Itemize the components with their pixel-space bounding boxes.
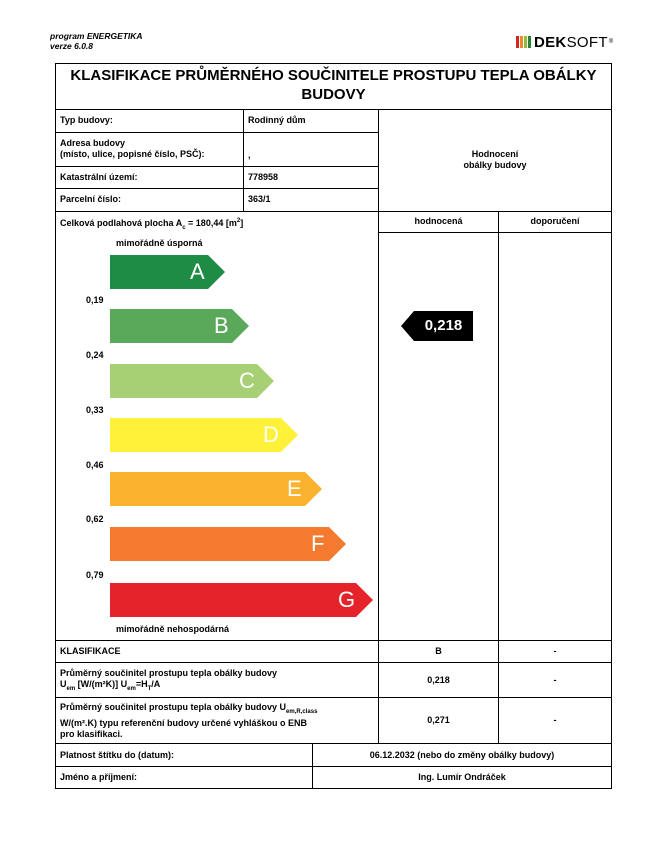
uem-value: 0,218 [427, 675, 450, 685]
parcel-value: 363/1 [248, 194, 271, 204]
pointer-arrow-icon [401, 311, 414, 341]
divider [56, 743, 611, 744]
address-label-line-2: (místo, ulice, popisné číslo, PSČ): [60, 149, 205, 159]
address-label-line-1: Adresa budovy [60, 138, 126, 148]
page-title [56, 66, 611, 104]
address-label [60, 138, 205, 160]
rating-header [379, 149, 611, 171]
reference-text: Průměrný součinitel prostupu tepla obálky budovy U [60, 702, 287, 712]
deksoft-logo [516, 34, 613, 50]
divider [56, 109, 611, 110]
title-line-2: BUDOVY [301, 86, 366, 103]
floor-area-sup: 2 [236, 218, 241, 224]
program-version: verze 6.0.8 [50, 41, 94, 51]
reference-label-line-1 [60, 702, 317, 718]
column-rated: hodnocená [414, 216, 463, 226]
energy-class-bar-d [110, 418, 298, 452]
program-name: program ENERGETIKA [50, 31, 143, 41]
uem-formula: =H [135, 679, 148, 689]
reference-label [60, 702, 317, 740]
reference-value: 0,271 [427, 715, 450, 725]
building-type-value: Rodinný dům [248, 115, 306, 125]
energy-class-letter: F [311, 531, 325, 556]
bar-body [110, 527, 329, 561]
logo-registered: ® [608, 39, 614, 45]
threshold-value: 0,33 [86, 405, 104, 415]
threshold-value: 0,46 [86, 460, 104, 470]
scale-top-label: mimořádně úsporná [116, 238, 203, 248]
divider [243, 109, 244, 211]
divider [56, 640, 611, 641]
program-info [50, 31, 143, 51]
divider [56, 766, 611, 767]
uem-recommended: - [553, 675, 557, 685]
logo-bar [524, 36, 527, 48]
reference-label-line-2: W/(m².K) typu referenční budovy určené vyhláškou o ENB [60, 717, 308, 728]
uem-sub: em [66, 685, 76, 692]
classification-value: B [435, 646, 442, 656]
parcel-label: Parcelní číslo: [60, 194, 122, 204]
bar-arrow-icon [281, 418, 298, 452]
cadastral-value: 778958 [248, 172, 279, 182]
bar-arrow-icon [356, 583, 373, 617]
energy-class-letter: E [287, 476, 302, 501]
bar-body [110, 583, 356, 617]
threshold-value: 0,24 [86, 350, 104, 360]
validity-label: Platnost štítku do (datum): [60, 750, 174, 760]
reference-label-line-3: pro klasifikaci. [60, 728, 123, 739]
divider [498, 211, 499, 743]
divider [56, 166, 378, 167]
divider [56, 697, 611, 698]
classification-recommended: - [553, 646, 557, 656]
divider [378, 232, 611, 233]
uem-sub-2: em [127, 685, 136, 692]
bar-body [110, 364, 257, 398]
logo-bar [516, 36, 519, 48]
logo-bars-icon [516, 36, 531, 48]
logo-text-soft: SOFT [566, 33, 608, 51]
divider [56, 662, 611, 663]
title-line-1: KLASIFIKACE PRŮMĚRNÉHO SOUČINITELE PROSTUPU TEPLA OBÁLKY [70, 67, 597, 84]
uem-symbol: U [60, 679, 67, 689]
bar-arrow-icon [329, 527, 346, 561]
logo-bar [528, 36, 531, 48]
rating-header-line-1: Hodnocení [471, 149, 519, 159]
uem-unit: [W/(m²K)] U [75, 679, 128, 689]
energy-class-letter: C [239, 368, 255, 393]
energy-class-letter: B [214, 313, 229, 338]
threshold-value: 0,62 [86, 514, 104, 524]
bar-arrow-icon [232, 309, 249, 343]
uem-formula-end: /A [151, 679, 161, 689]
uem-label-line-1: Průměrný součinitel prostupu tepla obálky budovy [60, 668, 278, 678]
building-type-label: Typ budovy: [60, 115, 113, 125]
divider [56, 211, 611, 212]
scale-bottom-label: mimořádně nehospodárná [116, 624, 230, 634]
energy-class-letter: A [190, 259, 205, 284]
reference-recommended: - [553, 715, 557, 725]
bar-arrow-icon [257, 364, 274, 398]
bar-body [110, 418, 281, 452]
uem-label [60, 668, 277, 695]
address-value: , [248, 150, 251, 160]
rating-header-line-2: obálky budovy [463, 160, 527, 170]
threshold-value: 0,79 [86, 570, 104, 580]
cadastral-label: Katastrální území: [60, 172, 138, 182]
logo-bar [520, 36, 523, 48]
logo-text-dek: DEK [534, 33, 567, 51]
energy-class-bar-a [110, 255, 225, 289]
energy-class-letter: G [338, 587, 356, 612]
author-label: Jméno a příjmení: [60, 772, 138, 782]
energy-class-bar-e [110, 472, 322, 506]
rated-value: 0,218 [414, 311, 473, 341]
uem-label-line-2 [60, 679, 277, 695]
validity-value: 06.12.2032 (nebo do změny obálky budovy) [369, 750, 555, 760]
classification-label: KLASIFIKACE [60, 646, 121, 656]
threshold-value: 0,19 [86, 295, 104, 305]
energy-class-bar-c [110, 364, 274, 398]
energy-class-bar-g [110, 583, 373, 617]
reference-sub: em,R,class [286, 708, 318, 715]
bar-arrow-icon [208, 255, 225, 289]
floor-area-label: Celková podlahová plocha A [60, 218, 183, 228]
energy-class-letter: D [263, 422, 279, 447]
floor-area-sub: c [182, 224, 186, 231]
bar-arrow-icon [305, 472, 322, 506]
bar-body [110, 472, 305, 506]
uem-sub-3: T [147, 685, 152, 692]
floor-area [60, 216, 243, 234]
column-recommended: doporučení [530, 216, 580, 226]
author-value: Ing. Lumír Ondráček [418, 772, 506, 782]
floor-area-end: ] [240, 218, 244, 228]
divider [56, 132, 378, 133]
floor-area-value: = 180,44 [m [185, 218, 237, 228]
divider [56, 188, 378, 189]
energy-class-bar-b [110, 309, 249, 343]
energy-class-bar-f [110, 527, 346, 561]
